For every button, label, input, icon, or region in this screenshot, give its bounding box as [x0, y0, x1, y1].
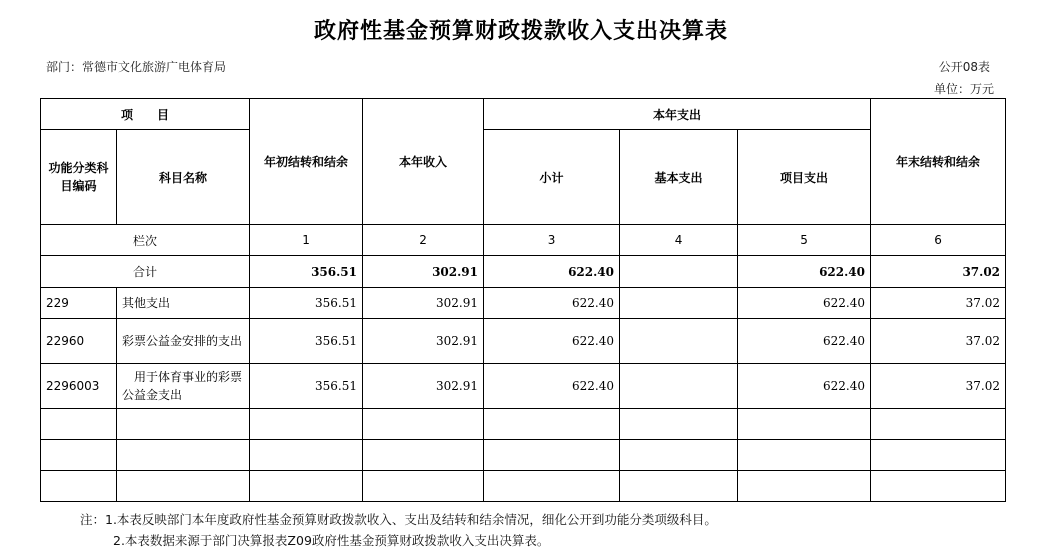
- total-opening: 356.51: [250, 256, 363, 288]
- column-number: 6: [871, 225, 1006, 256]
- row-project: 622.40: [738, 288, 871, 319]
- row-subtotal: 622.40: [484, 319, 620, 364]
- column-number: 1: [250, 225, 363, 256]
- total-label: 合计: [41, 256, 250, 288]
- total-row: [41, 256, 1006, 288]
- column-number-row: [41, 225, 1006, 256]
- table-row: [41, 319, 1006, 364]
- row-closing: 37.02: [871, 364, 1006, 409]
- total-subtotal: 622.40: [484, 256, 620, 288]
- header-subtotal: 小计: [484, 130, 620, 225]
- column-number: 3: [484, 225, 620, 256]
- budget-table: [40, 98, 1006, 502]
- header-basic-expense: 基本支出: [620, 130, 738, 225]
- header-func-code: 功能分类科目编码: [41, 130, 117, 225]
- row-income: 302.91: [363, 319, 484, 364]
- row-subtotal: 622.40: [484, 364, 620, 409]
- header-item: 项 目: [41, 99, 250, 130]
- row-basic: [620, 288, 738, 319]
- header-annual-expense: 本年支出: [484, 99, 871, 130]
- total-closing: 37.02: [871, 256, 1006, 288]
- table-row: [41, 364, 1006, 409]
- column-number: 5: [738, 225, 871, 256]
- row-closing: 37.02: [871, 319, 1006, 364]
- row-opening: 356.51: [250, 364, 363, 409]
- row-basic: [620, 364, 738, 409]
- empty-row: [41, 440, 1006, 471]
- footnote-2: 2.本表数据来源于部门决算报表Z09政府性基金预算财政拨款收入支出决算表。: [113, 533, 550, 548]
- row-basic: [620, 319, 738, 364]
- row-opening: 356.51: [250, 319, 363, 364]
- total-project: 622.40: [738, 256, 871, 288]
- header-opening-balance: 年初结转和结余: [250, 99, 363, 225]
- column-number: 2: [363, 225, 484, 256]
- row-project: 622.40: [738, 319, 871, 364]
- row-name: 用于体育事业的彩票公益金支出: [117, 364, 250, 409]
- page-title: 政府性基金预算财政拨款收入支出决算表: [313, 18, 728, 44]
- column-number-label: 栏次: [41, 225, 250, 256]
- row-code: 22960: [41, 319, 117, 364]
- empty-row: [41, 471, 1006, 502]
- header-closing-balance: 年末结转和结余: [871, 99, 1006, 225]
- total-income: 302.91: [363, 256, 484, 288]
- row-income: 302.91: [363, 364, 484, 409]
- table-row: [41, 288, 1006, 319]
- row-closing: 37.02: [871, 288, 1006, 319]
- row-code: 229: [41, 288, 117, 319]
- header-subject-name: 科目名称: [117, 130, 250, 225]
- row-name: 其他支出: [117, 288, 250, 319]
- row-code: 2296003: [41, 364, 117, 409]
- department-label: 部门：常德市文化旅游广电体育局: [46, 60, 227, 74]
- row-opening: 356.51: [250, 288, 363, 319]
- header-annual-income: 本年收入: [363, 99, 484, 225]
- row-income: 302.91: [363, 288, 484, 319]
- column-number: 4: [620, 225, 738, 256]
- table-code: 公开08表: [938, 60, 990, 74]
- total-basic: [620, 256, 738, 288]
- row-project: 622.40: [738, 364, 871, 409]
- row-name: 彩票公益金安排的支出: [117, 319, 250, 364]
- empty-row: [41, 409, 1006, 440]
- footnote-1: 注：1.本表反映部门本年度政府性基金预算财政拨款收入、支出及结转和结余情况，细化公开到功能分类项级科目。: [80, 512, 717, 527]
- unit-label: 单位：万元: [933, 82, 994, 96]
- header-project-expense: 项目支出: [738, 130, 871, 225]
- row-subtotal: 622.40: [484, 288, 620, 319]
